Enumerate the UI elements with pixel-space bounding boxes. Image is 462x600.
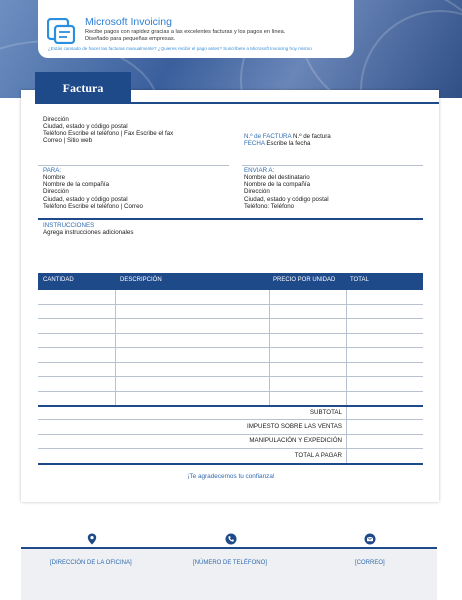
shipping-label: MANIPULACIÓN Y EXPEDICIÓN — [249, 437, 342, 444]
email-address: [CORREO] — [355, 560, 385, 566]
title-rule — [131, 102, 439, 104]
col-divider — [115, 290, 116, 406]
bill-to-city: Ciudad, estado y código postal — [43, 196, 128, 203]
sender-address: Dirección — [43, 116, 69, 123]
sender-city: Ciudad, estado y código postal — [43, 123, 128, 130]
totals-row-line — [38, 448, 423, 449]
col-divider — [346, 290, 347, 406]
totals-divider — [346, 407, 347, 464]
bill-to-address: Dirección — [43, 188, 69, 195]
ship-to-phone: Teléfono: Teléfono — [244, 203, 295, 210]
table-row[interactable] — [38, 304, 423, 305]
totals-rule — [38, 405, 423, 407]
instructions-label: INSTRUCCIONES — [43, 222, 95, 229]
ship-to-name: Nombre del destinatario — [244, 174, 310, 181]
table-row[interactable] — [38, 376, 423, 377]
promo-link[interactable]: ¿Estás cansado de hacer las facturas manualmente? ¿Quieres recibir el pago antes? Suscríbete a Microsoft Invoicing hoy mismo — [48, 46, 312, 51]
table-row[interactable] — [38, 362, 423, 363]
ship-to-city: Ciudad, estado y código postal — [244, 196, 329, 203]
invoice-number-label: N.º de FACTURA — [244, 133, 292, 140]
bill-to-name: Nombre — [43, 174, 66, 181]
bill-to-rule — [38, 165, 229, 166]
location-pin-icon — [86, 533, 98, 545]
ship-to-address: Dirección — [244, 188, 270, 195]
bill-to-label: PARA: — [43, 167, 62, 174]
email-icon — [364, 533, 376, 545]
tax-label: IMPUESTO SOBRE LAS VENTAS — [246, 423, 342, 430]
col-quantity: CANTIDAD — [43, 277, 74, 283]
phone-icon — [225, 533, 237, 545]
table-row[interactable] — [38, 333, 423, 334]
promo-line-1: Recibe pagos con rapidez gracias a las excelentes facturas y los pagos en línea. — [85, 29, 286, 35]
invoice-title: Factura — [35, 72, 131, 104]
bill-to-phone-email: Teléfono Escribe el teléfono | Correo — [43, 203, 143, 210]
invoice-logo-icon — [47, 18, 75, 44]
instructions-text: Agrega instrucciones adicionales — [43, 229, 134, 236]
ship-to-rule — [242, 165, 423, 166]
totals-bottom-rule — [38, 463, 423, 465]
ship-to-company: Nombre de la compañía — [244, 181, 311, 188]
promo-title: Microsoft Invoicing — [85, 16, 172, 28]
bill-to-company: Nombre de la compañía — [43, 181, 110, 188]
totals-row-line — [38, 419, 423, 420]
table-row[interactable] — [38, 391, 423, 392]
sender-phone-fax: Teléfono Escribe el teléfono | Fax Escribe el fax — [43, 130, 174, 137]
footer — [21, 549, 437, 600]
col-total: TOTAL — [350, 277, 369, 283]
invoice-number-value: N.º de factura — [293, 133, 331, 140]
sender-email-web: Correo | Sitio web — [43, 137, 93, 144]
table-row[interactable] — [38, 318, 423, 319]
invoice-date-value: Escribe la fecha — [266, 140, 311, 147]
ship-to-label: ENVIAR A: — [244, 167, 275, 174]
subtotal-label: SUBTOTAL — [309, 409, 342, 416]
promo-line-2: Diseñado para pequeñas empresas. — [85, 36, 176, 42]
phone-number: [NÚMERO DE TELÉFONO] — [193, 560, 267, 566]
office-address: [DIRECCIÓN DE LA OFICINA] — [50, 560, 132, 566]
invoice-page — [21, 90, 439, 502]
invoice-date-label: FECHA — [244, 140, 265, 147]
invoice-date-row — [244, 140, 310, 147]
instructions-rule — [38, 218, 423, 220]
promo-banner — [38, 0, 354, 58]
col-unit-price: PRECIO POR UNIDAD — [273, 277, 336, 283]
table-row[interactable] — [38, 347, 423, 348]
col-description: DESCRIPCIÓN — [120, 277, 162, 283]
totals-row-line — [38, 434, 423, 435]
total-due-label: TOTAL A PAGAR — [294, 452, 342, 459]
thank-you-note: ¡Te agradecemos tu confianza! — [187, 473, 275, 480]
col-divider — [269, 290, 270, 406]
